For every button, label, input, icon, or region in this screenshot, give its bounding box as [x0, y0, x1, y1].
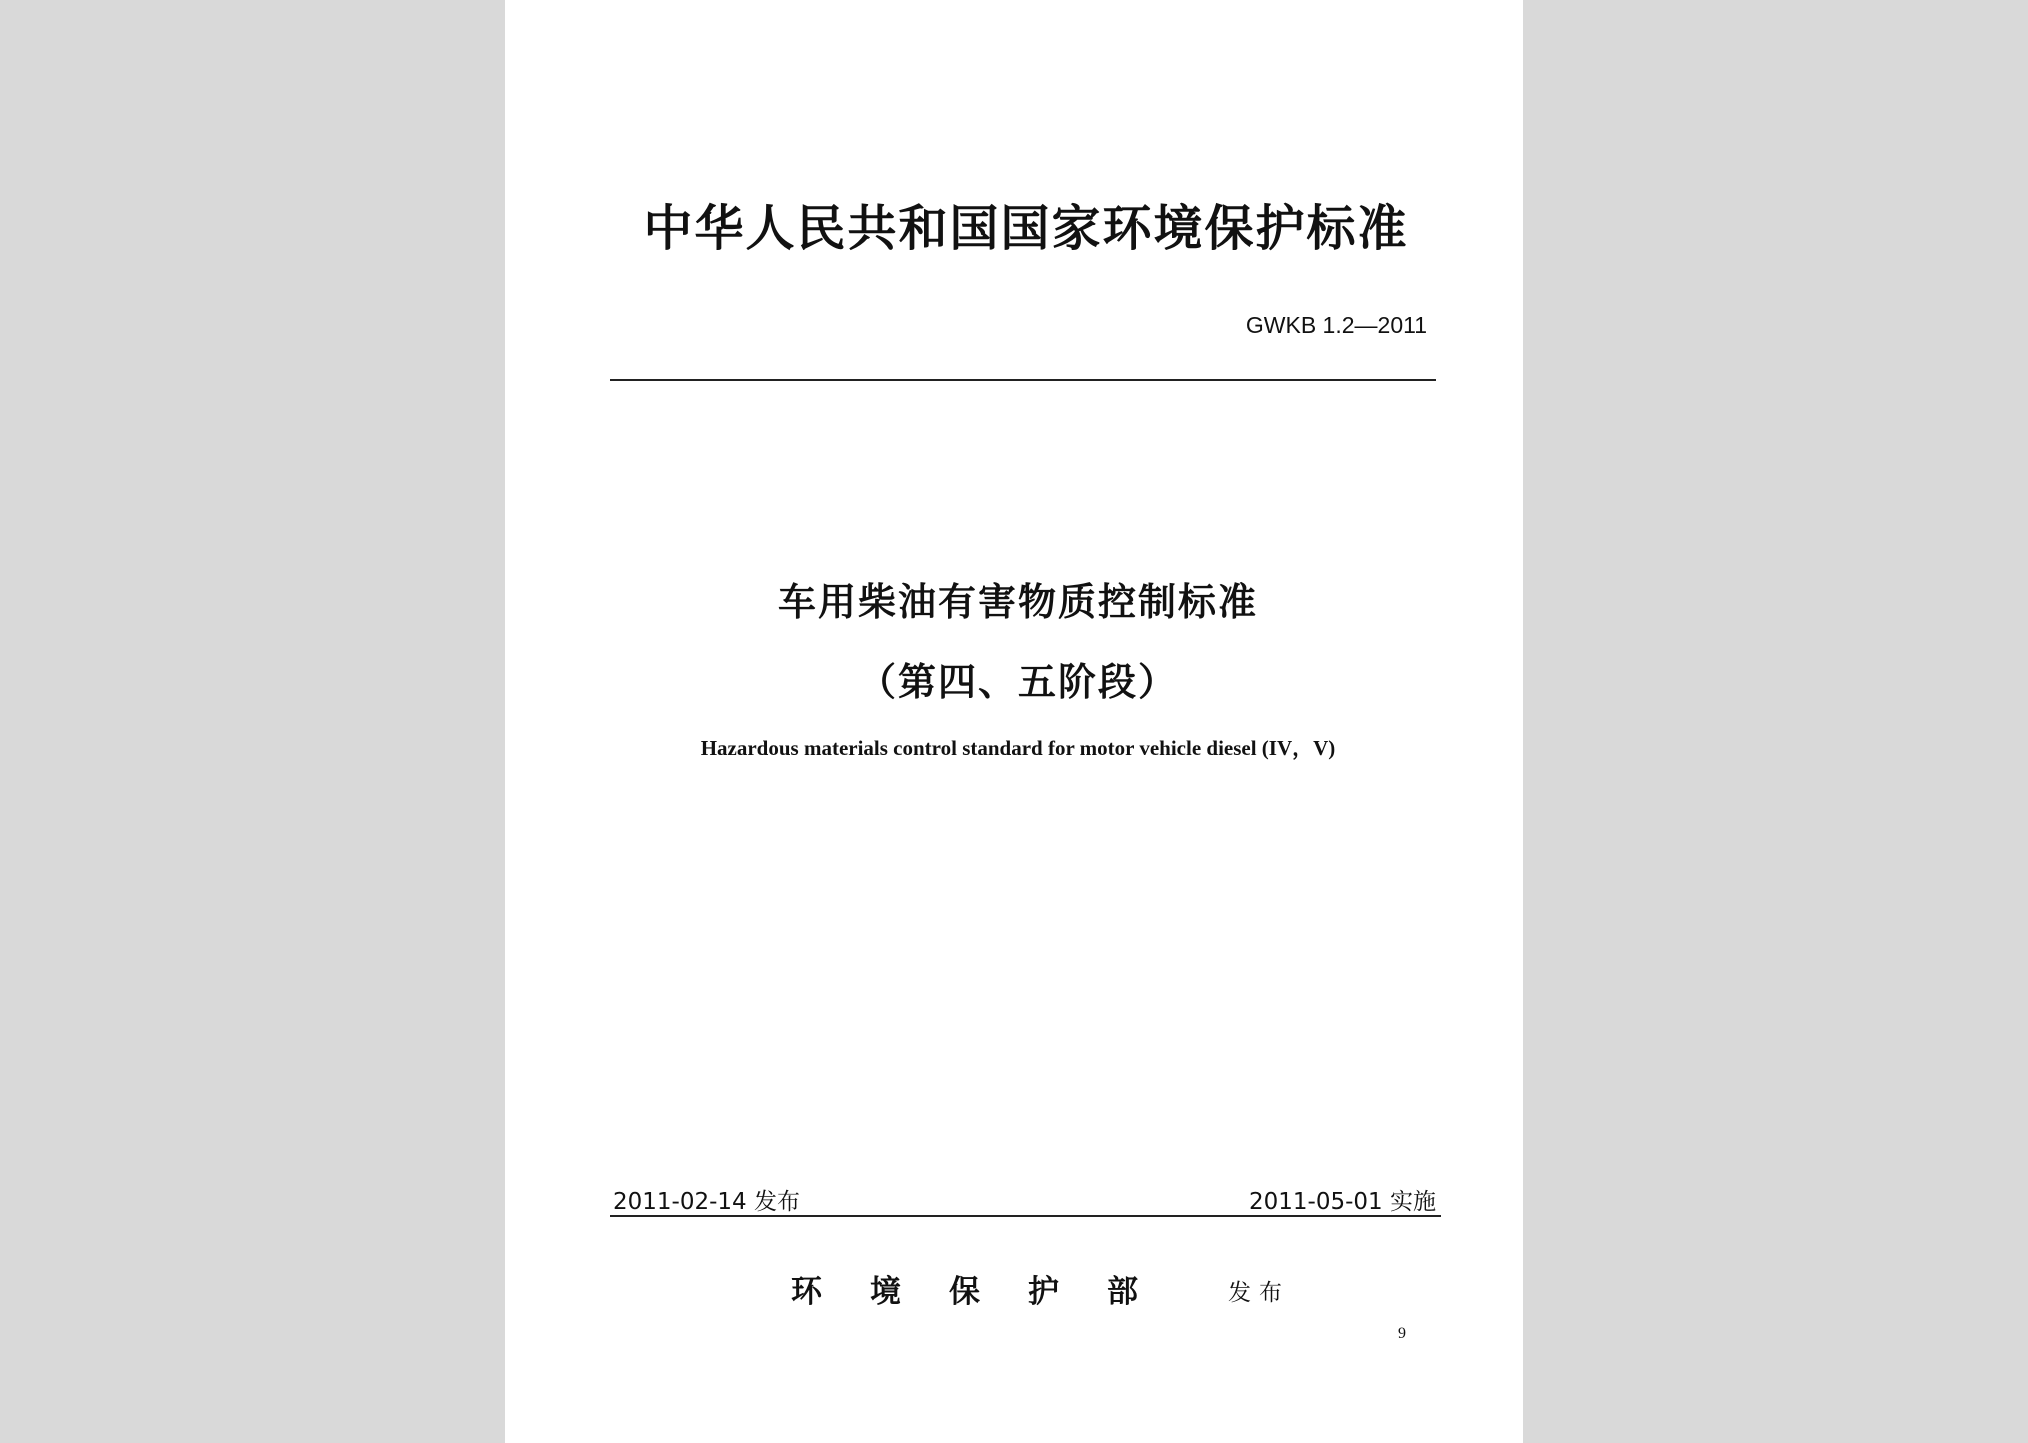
issue-date: 2011-02-14 发布 — [613, 1189, 800, 1215]
effective-date: 2011-05-01 实施 — [1249, 1189, 1436, 1215]
publish-label: 发布 — [1228, 1280, 1290, 1306]
english-title: Hazardous materials control standard for motor vehicle diesel (IV，V) — [700, 736, 1336, 760]
header-divider — [610, 379, 1436, 381]
standard-code: GWKB 1.2—2011 — [1245, 312, 1427, 338]
publisher-name: 环境保护部 — [791, 1274, 1186, 1310]
document-subtitle: （第四、五阶段） — [857, 660, 1178, 704]
document-title: 车用柴油有害物质控制标准 — [777, 580, 1258, 624]
footer-divider — [610, 1215, 1441, 1217]
page-number: 9 — [1398, 1325, 1406, 1342]
document-page — [505, 0, 1523, 1443]
authority-title: 中华人民共和国国家环境保护标准 — [643, 200, 1409, 257]
